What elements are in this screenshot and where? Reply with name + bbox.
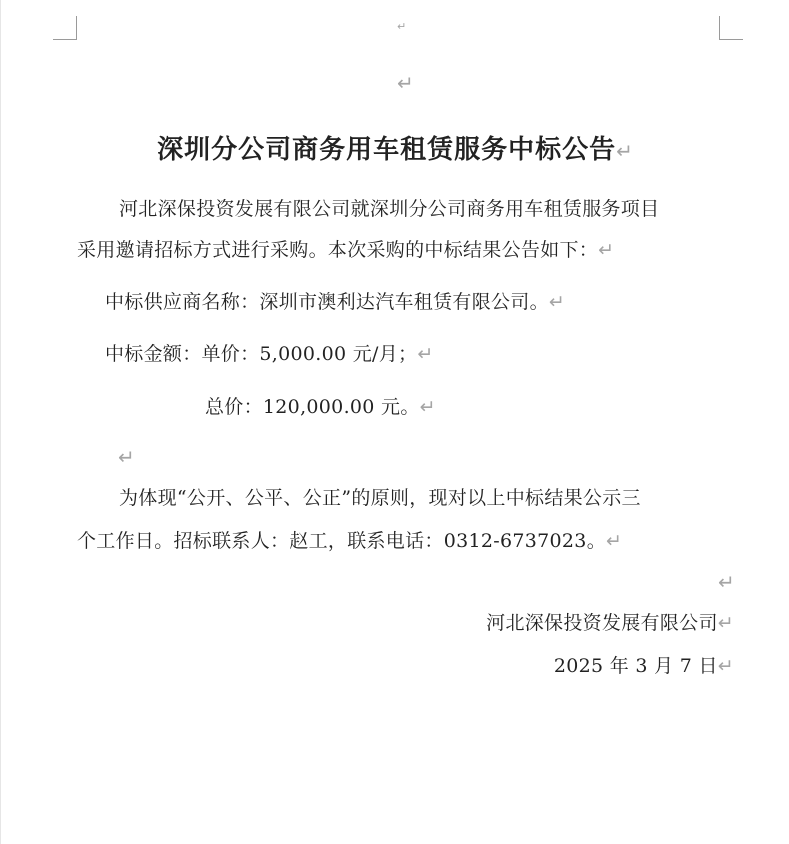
supplier-line[interactable] (105, 289, 565, 315)
crop-mark-top-right-horizontal (719, 39, 743, 40)
paragraph-mark: ↵ (717, 655, 734, 677)
paragraph-1-text: 河北深保投资发展有限公司就深圳分公司商务用车租赁服务项目 (119, 198, 660, 220)
title-text: 深圳分公司商务用车租赁服务中标公告 (157, 135, 617, 165)
paragraph-mark: ↵ (606, 530, 623, 552)
paragraph-2-line-1[interactable] (119, 485, 641, 511)
paragraph-mark: ↵ (616, 139, 634, 163)
paragraph-mark: ↵ (417, 343, 434, 365)
paragraph-mark: ↵ (419, 396, 436, 418)
total-price-text: 总价：120,000.00 元。 (205, 396, 420, 418)
paragraph-mark: ↵ (598, 239, 615, 261)
empty-paragraph-mark: ↵ (718, 570, 735, 594)
supplier-text: 中标供应商名称：深圳市澳利达汽车租赁有限公司。 (105, 291, 549, 313)
document-title[interactable] (1, 129, 789, 166)
header-paragraph-mark: ↵ (397, 20, 407, 33)
crop-mark-top-left (76, 16, 77, 40)
signature-company: 河北深保投资发展有限公司 (486, 612, 718, 634)
paragraph-1-text-cont: 采用邀请招标方式进行采购。本次采购的中标结果公告如下： (77, 239, 599, 261)
signature-date-line[interactable] (554, 653, 734, 679)
paragraph-2-text-cont: 个工作日。招标联系人：赵工，联系电话：0312-6737023。 (77, 530, 606, 552)
unit-price-line[interactable] (105, 341, 434, 367)
signature-date: 2025 年 3 月 7 日 (553, 655, 718, 677)
empty-paragraph-mark: ↵ (397, 71, 414, 95)
paragraph-mark: ↵ (548, 291, 566, 313)
paragraph-2-line-2[interactable] (77, 528, 622, 554)
paragraph-1-line-1[interactable] (119, 196, 659, 222)
crop-mark-top-left-horizontal (53, 39, 77, 40)
crop-mark-top-right (719, 16, 720, 40)
signature-company-line[interactable] (486, 610, 734, 636)
total-price-line[interactable] (205, 394, 436, 420)
paragraph-1-line-2[interactable] (77, 237, 614, 263)
unit-price-text: 中标金额：单价：5,000.00 元/月； (105, 343, 418, 365)
paragraph-2-text: 为体现“公开、公平、公正”的原则，现对以上中标结果公示三 (119, 487, 641, 509)
paragraph-mark: ↵ (717, 612, 734, 634)
empty-paragraph-mark: ↵ (118, 445, 135, 469)
